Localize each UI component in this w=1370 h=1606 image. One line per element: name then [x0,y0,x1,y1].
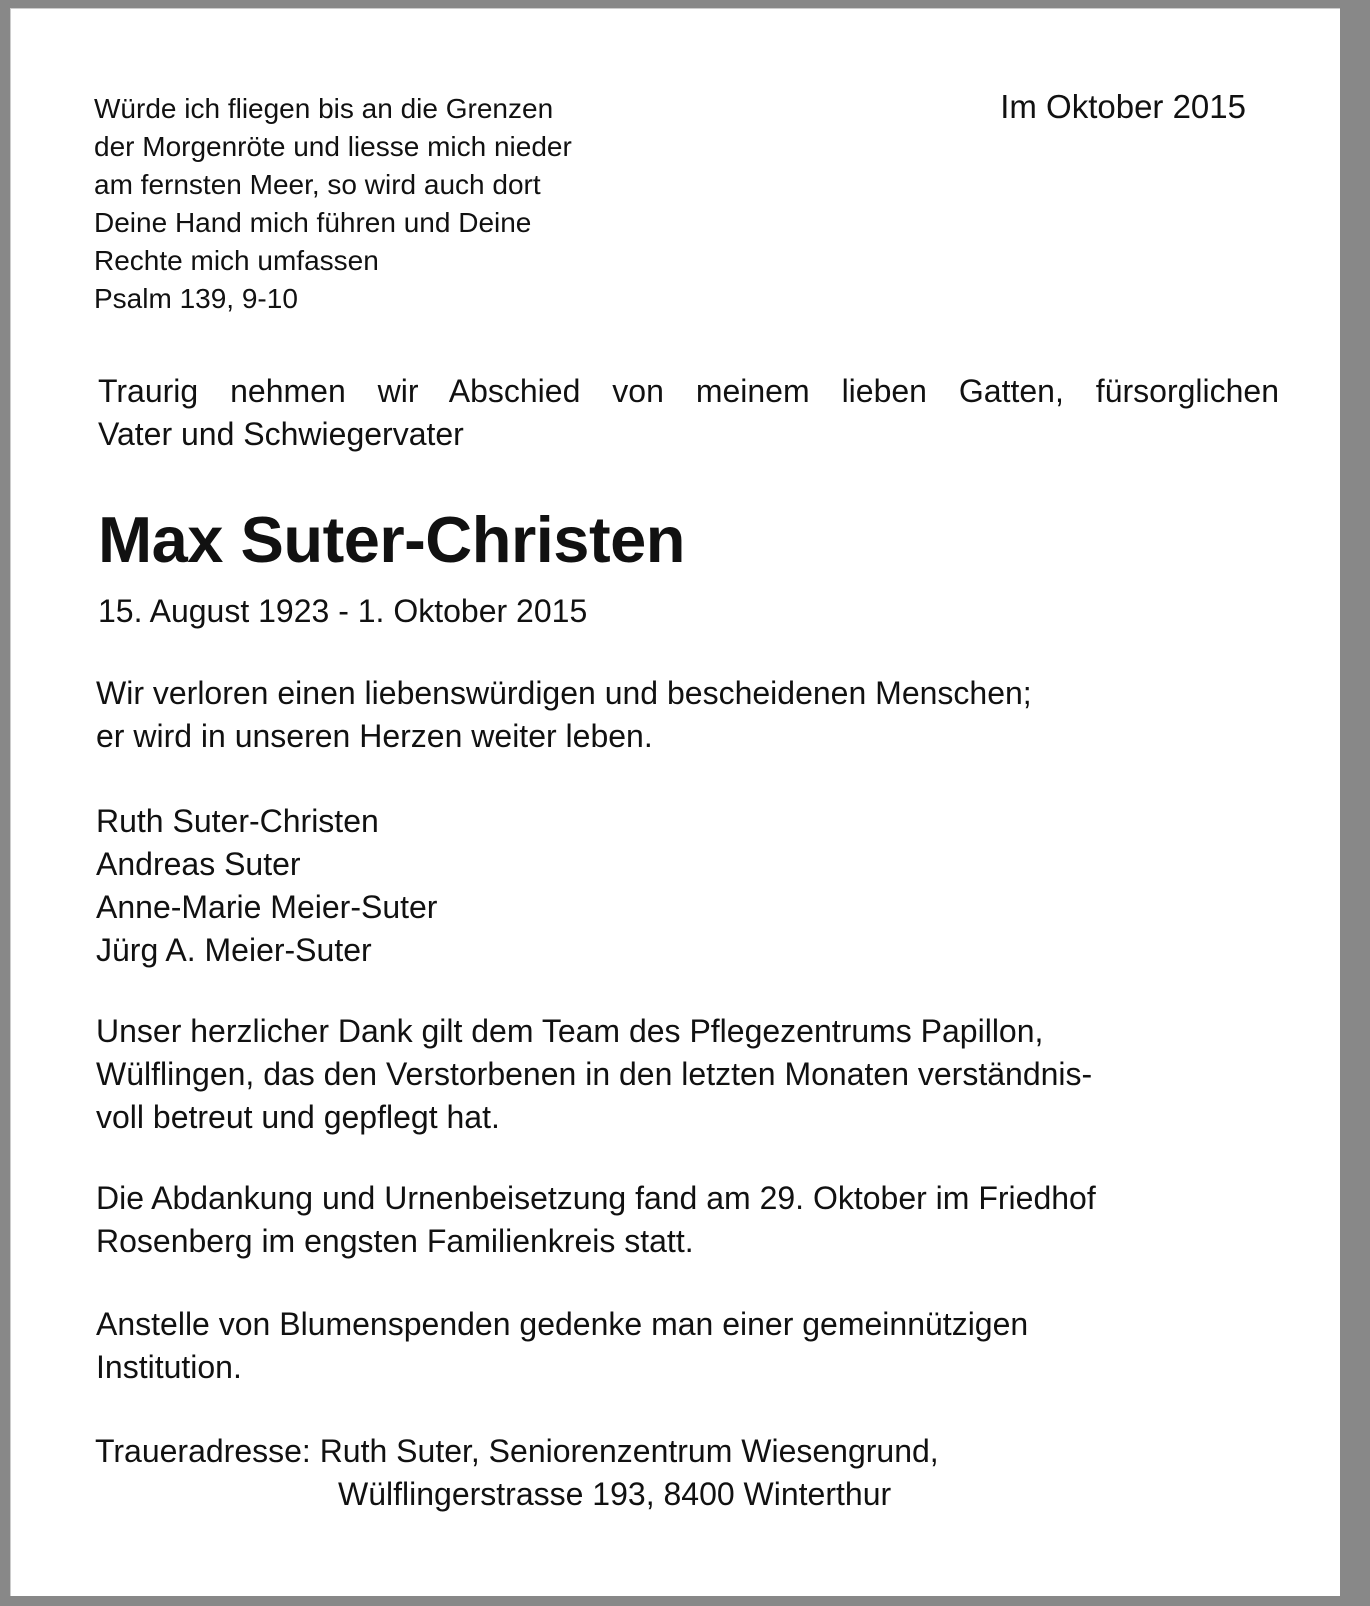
mourning-address-street: Wülflingerstrasse 193, 8400 Winterthur [338,1476,892,1512]
verse-line: Deine Hand mich führen und Deine [94,207,532,238]
family-member: Jürg A. Meier-Suter [96,932,372,968]
verse-line: der Morgenröte und liesse mich nieder [94,131,572,162]
mourning-address-line: Traueradresse: Ruth Suter, Seniorenzentrum Wiesengrund, [95,1433,939,1469]
intro-line: Vater und Schwiegervater [98,416,464,452]
verse-line: Würde ich fliegen bis an die Grenzen [94,93,554,124]
family-member: Andreas Suter [96,846,301,882]
tribute-line: er wird in unseren Herzen weiter leben. [96,718,653,754]
thanks-line: Wülflingen, das den Verstorbenen in den letzten Monaten verständnis- [96,1056,1093,1092]
lifespan-dates: 15. August 1923 - 1. Oktober 2015 [98,593,588,629]
donations-paragraph [96,1303,1028,1389]
intro-line: Traurig nehmen wir Abschied von meinem lieben Gatten, fürsorglichen [98,373,1279,409]
family-member: Ruth Suter-Christen [96,803,379,839]
thanks-line: voll betreut und gepflegt hat. [96,1099,500,1135]
verse-line: Rechte mich umfassen [94,245,379,276]
family-member: Anne-Marie Meier-Suter [96,889,438,925]
ceremony-line: Rosenberg im engsten Familienkreis statt. [96,1223,694,1259]
thanks-line: Unser herzlicher Dank gilt dem Team des Pflegezentrums Papillon, [96,1013,1044,1049]
verse-line: am fernsten Meer, so wird auch dort [94,169,541,200]
thanks-paragraph [96,1010,1092,1139]
ceremony-line: Die Abdankung und Urnenbeisetzung fand am 29. Oktober im Friedhof [96,1180,1096,1216]
bible-verse [94,90,572,318]
intro-text [98,370,1279,456]
notice-date: Im Oktober 2015 [1000,88,1246,125]
deceased-name: Max Suter-Christen [98,503,685,576]
donations-line: Institution. [96,1349,242,1385]
tribute-line: Wir verloren einen liebenswürdigen und bescheidenen Menschen; [96,675,1032,711]
verse-reference: Psalm 139, 9-10 [94,283,298,314]
donations-line: Anstelle von Blumenspenden gedenke man einer gemeinnützigen [96,1306,1029,1342]
ceremony-paragraph [96,1177,1096,1263]
tribute-paragraph [96,672,1032,758]
family-list [96,800,437,972]
